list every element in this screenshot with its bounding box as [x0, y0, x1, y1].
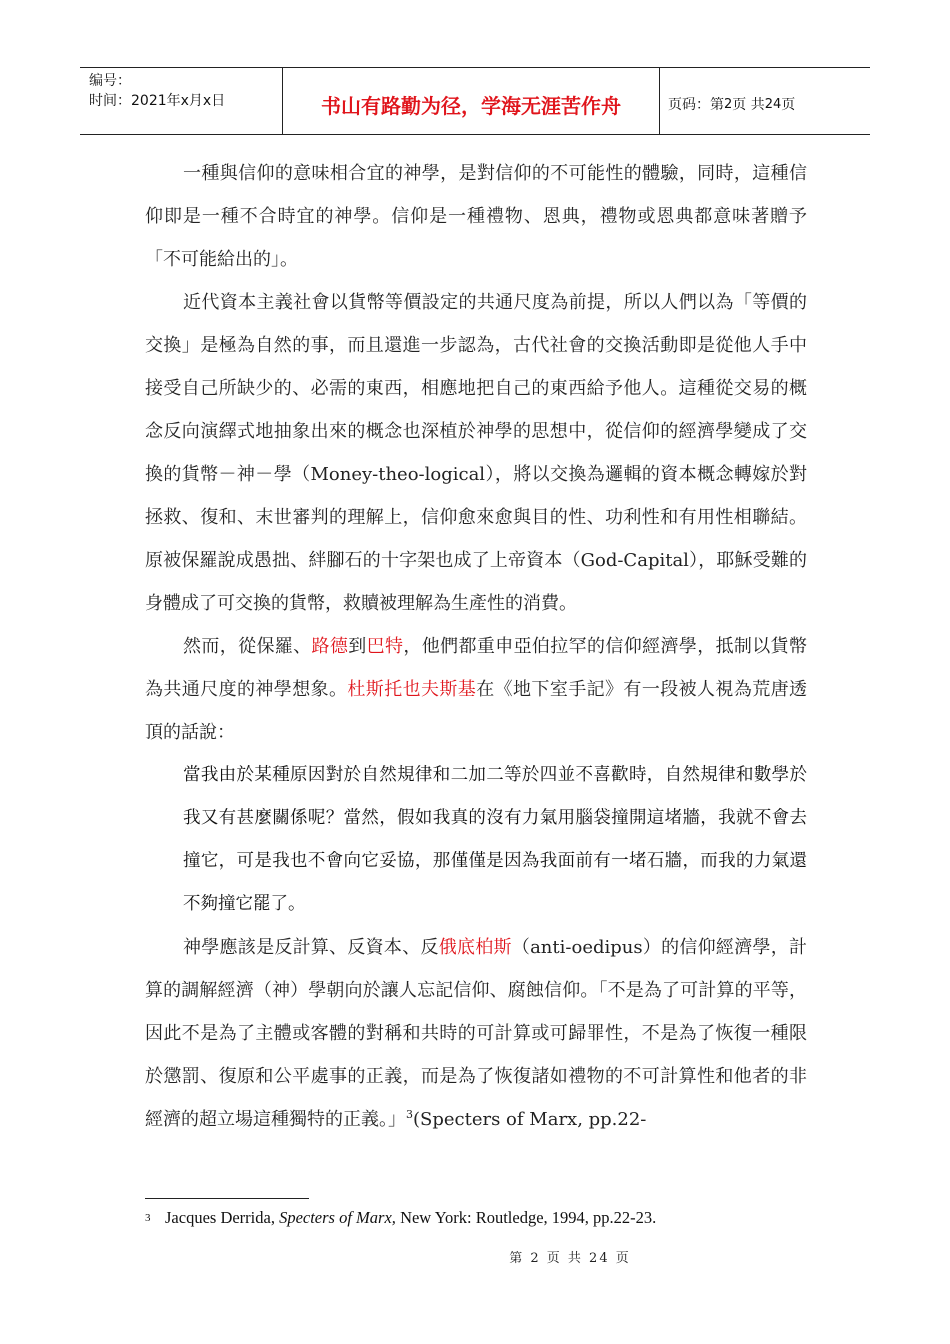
footnote — [145, 1207, 825, 1229]
paragraph-3 — [145, 625, 807, 754]
link-barth[interactable]: 巴特 — [366, 636, 404, 657]
page-current: 2 — [724, 96, 733, 112]
footnote-rest: New York: Routledge, 1994, pp.22-23. — [395, 1208, 657, 1227]
header-motto: 书山有路勤为径，学海无涯苦作舟 — [283, 68, 660, 134]
time-label: 时间：2021年x月x日 — [89, 93, 226, 109]
document-body — [145, 152, 807, 1141]
footnote-number: 3 — [145, 1212, 151, 1224]
paragraph-4 — [145, 926, 807, 1141]
p4-text-a: 神學應該是反計算、反資本、反 — [183, 937, 439, 958]
number-label: 编号： — [89, 73, 131, 89]
header-meta — [80, 68, 283, 134]
p3-text-a: 然而，從保羅、 — [183, 636, 312, 657]
footnote-ref[interactable]: 3 — [406, 1108, 413, 1121]
link-dostoevsky[interactable]: 杜斯托也夫斯基 — [347, 679, 477, 700]
page-header — [80, 67, 870, 135]
page-suffix: 页 — [781, 97, 796, 113]
p4-text-c: (Specters of Marx, pp.22- — [413, 1109, 647, 1130]
page-prefix: 页码：第 — [668, 97, 724, 113]
page-mid: 页 共 — [732, 97, 765, 113]
p3-text-c: ，他們都重申亞伯拉罕的信仰經濟學，抵制以貨幣為共通尺度的神學想象。 — [145, 636, 808, 700]
p4-text-b: （anti-oedipus）的信仰經濟學，計算的調解經濟（神）學朝向於讓人忘記信仰、腐蝕信仰。「不是為了可計算的平等，因此不是為了主體或客體的對稱和共時的可計算或可歸罪性，不是為了恢復一種限於懲罰、復原和公平處事的正義，而是為了恢復諸如禮物的不可計算性和他者的非經濟的超立場這種獨特的正義。」 — [145, 937, 807, 1130]
page-total: 24 — [764, 96, 782, 112]
p3-text-b: 到 — [348, 636, 367, 657]
footnote-title: Specters of Marx, — [279, 1208, 396, 1227]
paragraph-2: 近代資本主義社會以貨幣等價設定的共通尺度為前提，所以人們以為「等價的交換」是極為自然的事，而且還進一步認為，古代社會的交換活動即是從他人手中接受自己所缺少的、必需的東西，相應地把自己的東西給予他人。這種從交易的概念反向演繹式地抽象出來的概念也深植於神學的思想中，從信仰的經濟學變成了交換的貨幣－神－學（Money-theo-logical），將以交換為邏輯的資本概念轉嫁於對拯救、復和、末世審判的理解上，信仰愈來愈與目的性、功利性和有用性相聯結。原被保羅說成愚拙、絆腳石的十字架也成了上帝資本（God-Capital），耶穌受難的身體成了可交換的貨幣，救贖被理解為生產性的消費。 — [145, 292, 807, 614]
footnote-author: Jacques Derrida, — [165, 1208, 280, 1227]
footnote-divider — [145, 1198, 309, 1199]
page-footer: 第 2 页 共 24 页 — [509, 1251, 631, 1266]
block-quote: 當我由於某種原因對於自然規律和二加二等於四並不喜歡時，自然規律和數學於我又有甚麼關係呢？當然，假如我真的沒有力氣用腦袋撞開這堵牆，我就不會去撞它，可是我也不會向它妥協，那僅僅是因為我面前有一堵石牆，而我的力氣還不夠撞它罷了。 — [183, 765, 807, 914]
link-oedipus[interactable]: 俄底柏斯 — [438, 937, 512, 958]
link-luther[interactable]: 路德 — [311, 636, 349, 657]
header-page-info — [660, 68, 870, 134]
p3-text-d: 在《地下室手記》有一段被人視為荒唐透頂的話說： — [145, 679, 808, 743]
paragraph-1: 一種與信仰的意味相合宜的神學，是對信仰的不可能性的體驗，同時，這種信仰即是一種不合時宜的神學。信仰是一種禮物、恩典，禮物或恩典都意味著贈予「不可能給出的」。 — [145, 163, 807, 270]
